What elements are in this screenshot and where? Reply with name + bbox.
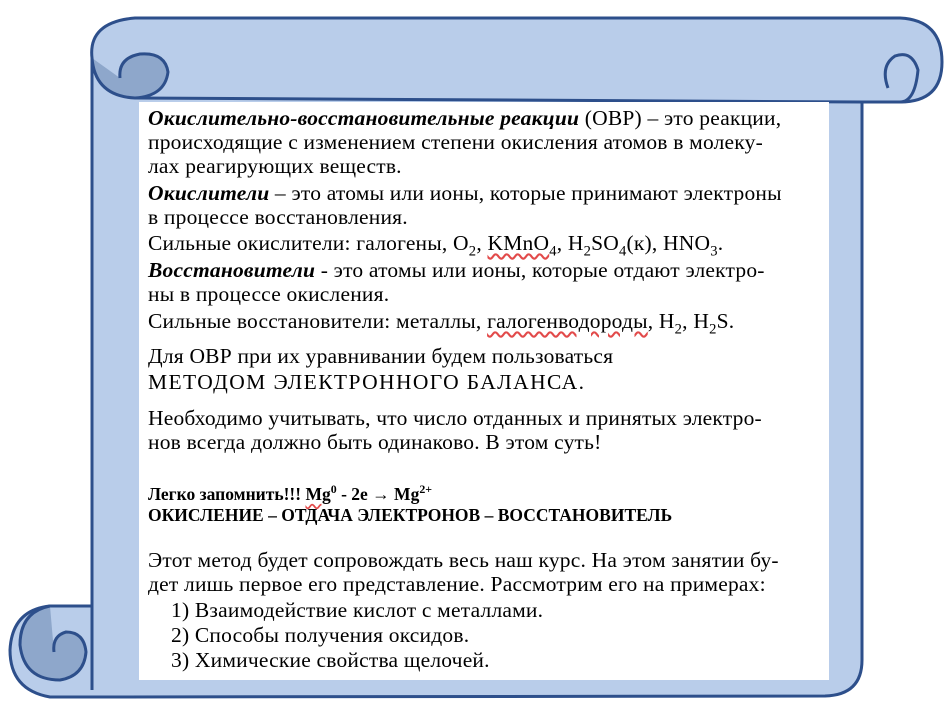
p1-line3: лах реагирующих веществ.: [148, 154, 402, 178]
strong-reducers: Сильные восстановители: металлы, галогенводороды, $H_2$, $H_2S$.: [148, 309, 735, 338]
term-ovr: Окислительно-восстановительные реакции: [148, 106, 580, 130]
p7-line2: нов всегда должно быть одинаково. В этом суть!: [148, 430, 602, 454]
p9-line2: дет лишь первое его представление. Рассмотрим его на примерах:: [148, 572, 766, 596]
strong-oxidizers: Сильные окислители: галогены, $O_2$, KMnO$_4$, $H_2SO_4(к)$, $HNO_3$.: [148, 231, 724, 260]
term-oxidizers: Окислители: [148, 181, 270, 205]
p2-line1: Окислители – это атомы или ионы, которые принимают электроны: [148, 181, 782, 205]
mnemonic-line: Легко запомнить!!! $Mg^0 - 2e \to Mg^{2+}$: [148, 482, 433, 504]
text-panel: [139, 102, 829, 680]
oxidation-rule: ОКИСЛЕНИЕ – ОТДАЧА ЭЛЕКТРОНОВ – ВОССТАНОВИТЕЛЬ: [148, 505, 673, 525]
p1-line2: происходящие с изменением степени окисления атомов в молеку-: [148, 130, 763, 154]
list-item: 1) Взаимодействие кислот с металлами.: [171, 598, 544, 622]
term-reducers: Восстановители: [148, 258, 316, 282]
p2-line2: в процессе восстановления.: [148, 205, 408, 229]
list-item: 2) Способы получения оксидов.: [171, 623, 470, 647]
method-title: МЕТОДОМ ЭЛЕКТРОННОГО БАЛАНСА.: [148, 370, 586, 394]
list-item: 3) Химические свойства щелочей.: [171, 648, 490, 672]
p9-line1: Этот метод будет сопровождать весь наш курс. На этом занятии бу-: [148, 548, 779, 572]
p4-line2: ны в процессе окисления.: [148, 282, 390, 306]
p7-line1: Необходимо учитывать, что число отданных и принятых электро-: [148, 406, 762, 430]
p4-line1: Восстановители - это атомы или ионы, которые отдают электро-: [148, 258, 765, 282]
p1-line1: Окислительно-восстановительные реакции (ОВР) – это реакции,: [148, 106, 782, 130]
p6-line1: Для ОВР при их уравнивании будем пользоваться: [148, 344, 614, 368]
